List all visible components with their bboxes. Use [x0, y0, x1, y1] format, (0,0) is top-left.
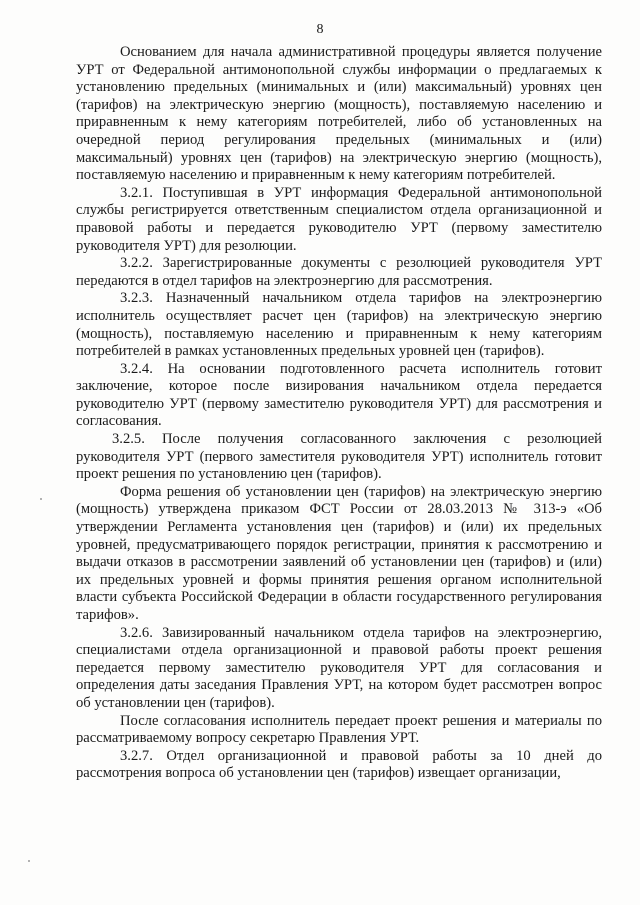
paragraph-3-2-5: 3.2.5. После получения согласованного заключения с резолюцией руководителя УРТ (первого заместителя руководителя УРТ) исполнитель готовит проект решения по установлению цен (тарифов). [76, 431, 602, 483]
scan-speck [28, 860, 30, 862]
paragraph-after-approval: После согласования исполнитель передает проект решения и материалы по рассматриваемому вопросу секретарю Правления УРТ. [76, 712, 602, 747]
document-body [76, 44, 602, 783]
paragraph-3-2-7: 3.2.7. Отдел организационной и правовой работы за 10 дней до рассмотрения вопроса об установлении цен (тарифов) извещает организации, [76, 747, 602, 782]
paragraph-3-2-6: 3.2.6. Завизированный начальником отдела тарифов на электроэнергию, специалистами отдела организационной и правовой работы проект решения передается первому заместителю руководителя УРТ для согласования и определения даты заседания Правления УРТ, на котором будет рассмотрен вопрос об установлении цен (тарифов). [76, 624, 602, 711]
paragraph-3-2-4: 3.2.4. На основании подготовленного расчета исполнитель готовит заключение, которое после визирования начальником отдела передается руководителю УРТ (первому заместителю руководителя УРТ) для рассмотрения и согласования. [76, 360, 602, 430]
scan-speck [40, 498, 42, 500]
paragraph-decision-form: Форма решения об установлении цен (тарифов) на электрическую энергию (мощность) утверждена приказом ФСТ России от 28.03.2013 № 313-э «Об утверждении Регламента установления цен (тарифов) и (или) их предельных уровней, предусматривающего порядок регистрации, принятия к рассмотрению и выдачи отказов в рассмотрении заявлений об установлении цен (тарифов) и (или) их предельных уровней и формы принятия решения органом исполнительной власти субъекта Российской Федерации в области государственного регулирования тарифов». [76, 483, 602, 623]
paragraph-3-2-3: 3.2.3. Назначенный начальником отдела тарифов на электроэнергию исполнитель осуществляет расчет цен (тарифов) на электрическую энергию (мощность), поставляемую населению и приравненным к нему категориям потребителей в рамках установленных предельных уровней цен (тарифов). [76, 290, 602, 360]
paragraph-3-2-2: 3.2.2. Зарегистрированные документы с резолюцией руководителя УРТ передаются в отдел тарифов на электроэнергию для рассмотрения. [76, 255, 602, 289]
page-number: 8 [316, 22, 324, 37]
paragraph-basis: Основанием для начала административной процедуры является получение УРТ от Федеральной антимонопольной службы информации о предлагаемых к установлению предельных (минимальных и (или) максимальный) уровнях цен (тарифов) на электрическую энергию (мощность), поставляемую населению и приравненным к нему категориям потребителей, либо об установленных на очередной период регулирования предельных (минимальных и (или) максимальный) уровнях цен (тарифов) на электрическую энергию (мощность), поставляемую населению и приравненным к нему категориям потребителей. [76, 44, 602, 184]
paragraph-3-2-1: 3.2.1. Поступившая в УРТ информация Федеральной антимонопольной службы регистрируется ответственным специалистом отдела организационной и правовой работы и передается руководителю УРТ (первому заместителю руководителя УРТ) для резолюции. [76, 184, 602, 254]
